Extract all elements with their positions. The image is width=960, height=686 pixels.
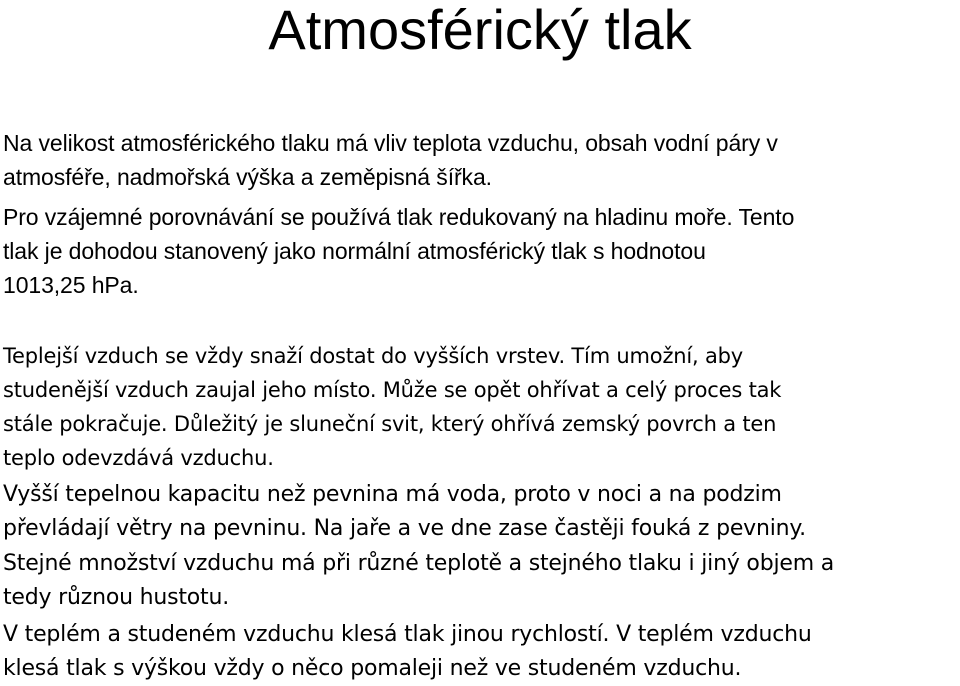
text-line: stále pokračuje. Důležitý je sluneční svit, který ohřívá zemský povrch a ten — [3, 412, 777, 436]
text-line: Na velikost atmosférického tlaku má vliv teplota vzduchu, obsah vodní páry v — [3, 130, 778, 156]
text-line: V teplém a studeném vzduchu klesá tlak jinou rychlostí. V teplém vzduchu — [3, 622, 812, 647]
text-line: Teplejší vzduch se vždy snaží dostat do vyšších vrstev. Tím umožní, aby — [3, 344, 743, 368]
paragraph-warm-air — [3, 339, 953, 475]
slide-title: Atmosférický tlak — [268, 0, 692, 61]
paragraph-pressure-gradient — [3, 618, 953, 686]
text-line: Pro vzájemné porovnávání se používá tlak redukovaný na hladinu moře. Tento — [3, 204, 795, 230]
paragraph-heat-capacity — [3, 478, 953, 546]
text-line: Stejné množství vzduchu má při různé teplotě a stejného tlaku i jiný objem a — [3, 551, 835, 576]
paragraph-density — [3, 547, 953, 615]
text-line: klesá tlak s výškou vždy o něco pomaleji než ve studeném vzduchu. — [3, 656, 742, 681]
text-line: Vyšší tepelnou kapacitu než pevnina má voda, proto v noci a na podzim — [3, 482, 782, 507]
text-line: tlak je dohodou stanovený jako normální atmosférický tlak s hodnotou — [3, 238, 706, 264]
text-line: teplo odevzdává vzduchu. — [3, 446, 274, 470]
text-line: tedy různou hustotu. — [3, 585, 230, 610]
text-line: atmosféře, nadmořská výška a zeměpisná šířka. — [3, 164, 492, 190]
text-line: převládají větry na pevninu. Na jaře a ve dne zase častěji fouká z pevniny. — [3, 516, 806, 541]
text-line: 1013,25 hPa. — [3, 272, 139, 298]
paragraph-influences — [3, 126, 953, 194]
paragraph-reduced-pressure — [3, 200, 953, 302]
text-line: studenější vzduch zaujal jeho místo. Může se opět ohřívat a celý proces tak — [3, 378, 782, 402]
